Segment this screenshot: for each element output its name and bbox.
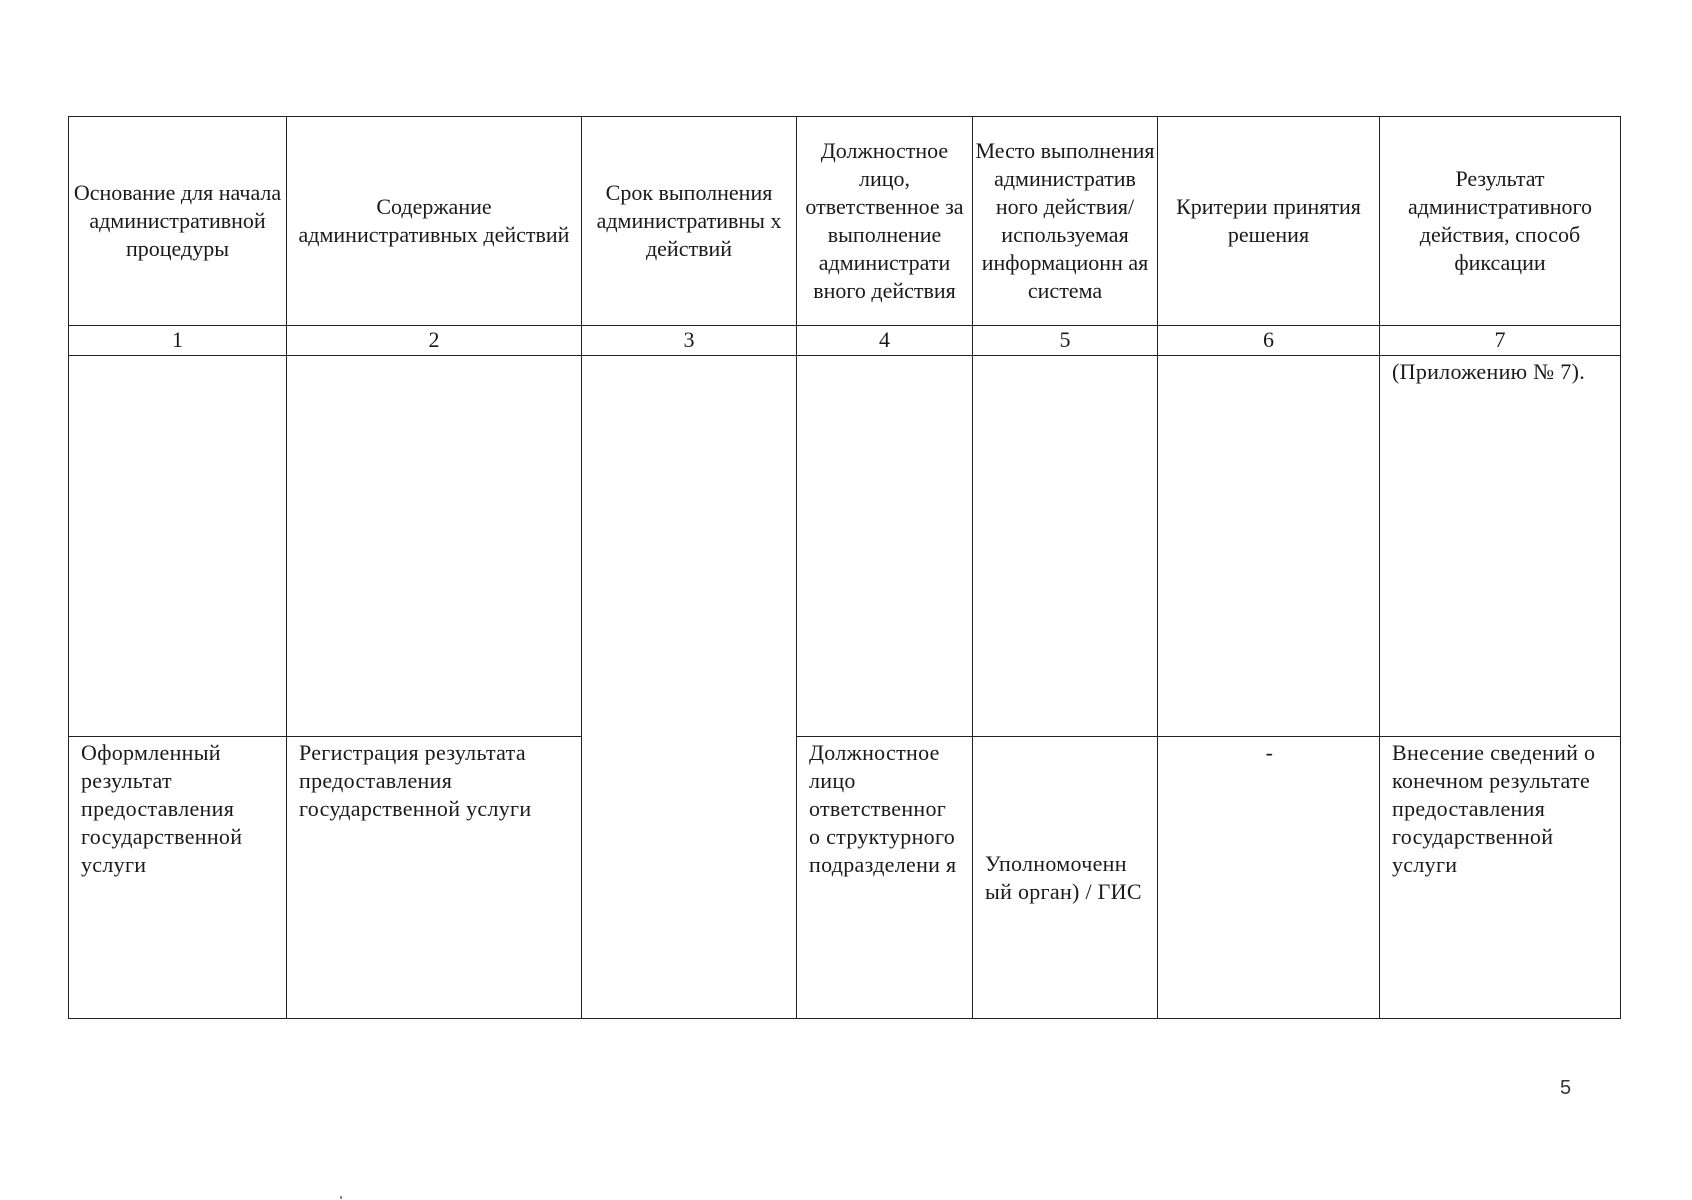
official-text: Должностное лицо ответственног о структурного подразделени я [809, 740, 957, 878]
table-cell [797, 355, 973, 737]
table-row [69, 737, 1621, 1019]
column-number-row [69, 326, 1621, 355]
criteria-text: - [1265, 740, 1274, 766]
scan-speck [340, 1196, 342, 1199]
header-content: Содержание административных действий [287, 117, 582, 326]
term-cell [582, 355, 797, 1018]
place-text: Уполномоченн ый орган) / ГИС [985, 850, 1142, 904]
page-number: 5 [1560, 1077, 1572, 1099]
result-cell [1380, 737, 1621, 1019]
term-text [582, 356, 796, 358]
header-place: Место выполнения административ ного действия/ используемая информационн ая система [973, 117, 1158, 326]
table-cell [69, 355, 287, 737]
column-number: 2 [287, 326, 582, 355]
header-term: Срок выполнения административны х действий [582, 117, 797, 326]
table-cell [287, 355, 582, 737]
continuation-text: (Приложению № 7). [1392, 358, 1585, 384]
header-row [69, 117, 1621, 326]
column-number: 6 [1158, 326, 1380, 355]
column-number: 1 [69, 326, 287, 355]
column-number: 5 [973, 326, 1158, 355]
criteria-cell [1158, 737, 1380, 1019]
column-number: 3 [582, 326, 797, 355]
basis-cell [69, 737, 287, 1019]
header-official: Должностное лицо, ответственное за выполнение администрати вного действия [797, 117, 973, 326]
procedure-table [68, 116, 1621, 1019]
header-result: Результат административного действия, способ фиксации [1380, 117, 1621, 326]
result-text: Внесение сведений о конечном результате предоставления государственной услуги [1392, 740, 1596, 878]
content-text: Регистрация результата предоставления государственной услуги [299, 740, 532, 822]
place-cell [973, 737, 1158, 1019]
official-cell [797, 737, 973, 1019]
continuation-row [69, 355, 1621, 737]
header-basis: Основание для начала административной процедуры [69, 117, 287, 326]
column-number: 7 [1380, 326, 1621, 355]
basis-text: Оформленный результат предоставления государственной услуги [81, 740, 243, 878]
header-criteria: Критерии принятия решения [1158, 117, 1380, 326]
content-cell [287, 737, 582, 1019]
table-cell [1380, 355, 1621, 737]
column-number: 4 [797, 326, 973, 355]
table-cell [973, 355, 1158, 737]
table-cell [1158, 355, 1380, 737]
